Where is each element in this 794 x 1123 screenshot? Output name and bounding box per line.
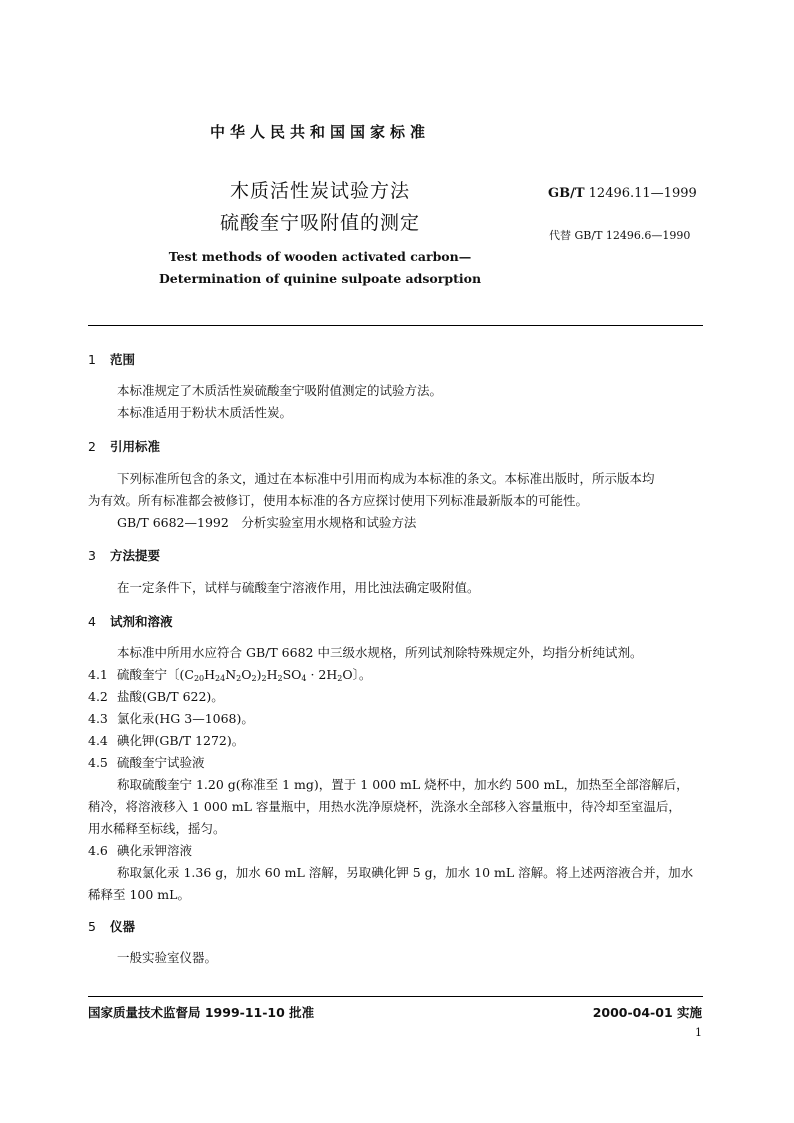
item-4-6 [88,841,192,859]
item-text: 硫酸奎宁试验液 [117,755,205,770]
section-3-heading [88,546,160,564]
formula-subscript: 2 [261,674,267,683]
item-text: 碘化钾(GB/T 1272)。 [117,733,245,748]
section-4-heading [88,612,173,630]
formula-part: ) [256,667,262,682]
formula-subscript: 4 [301,674,307,683]
item-4-5-paragraph-line-1: 称取硫酸奎宁 1.20 g(称准至 1 mg)，置于 1 000 mL 烧杯中，加水约 500 mL，加热至全部溶解后， [117,777,689,792]
formula-part: O [241,667,252,682]
section-2-paragraph-line-2: 为有效。所有标准都会被修订，使用本标准的各方应探讨使用下列标准最新版本的可能性。 [88,493,589,508]
formula-subscript: 2 [251,674,257,683]
item-number: 4.1 [88,667,108,682]
formula-subscript: 24 [215,674,226,683]
item-4-3 [88,709,254,727]
section-title: 方法提要 [110,548,161,563]
english-title-line1: Test methods of wooden activated carbon— [168,249,472,264]
formula-part: O〕。 [342,667,372,682]
standard-number-value: 12496.11—1999 [584,186,697,201]
item-number: 4.3 [88,711,108,726]
section-2-paragraph-line-1: 下列标准所包含的条文，通过在本标准中引用而构成为本标准的条文。本标准出版时，所示版本均 [117,471,655,486]
implementation-date: 2000-04-01 实施 [592,1005,702,1020]
national-standard-heading: 中华人民共和国国家标准 [209,123,430,141]
section-4-paragraph-1: 本标准中所用水应符合 GB/T 6682 中三级水规格，所列试剂除特殊规定外，均指分析纯试剂。 [117,645,643,660]
document-title-line1: 木质活性炭试验方法 [229,180,410,202]
section-1-paragraph-1: 本标准规定了木质活性炭硫酸奎宁吸附值测定的试验方法。 [117,383,443,398]
english-title-line2: Determination of quinine sulpoate adsorption [158,271,482,286]
section-number: 4 [88,614,96,629]
section-title: 试剂和溶液 [110,614,173,629]
section-number: 2 [88,439,96,454]
section-5-paragraph-1: 一般实验室仪器。 [117,950,218,965]
section-number: 5 [88,919,96,934]
section-title: 仪器 [110,919,136,934]
formula-subscript: 2 [236,674,242,683]
formula-part: SO [282,667,302,682]
item-4-5-paragraph-line-2: 稍冷，将溶液移入 1 000 mL 容量瓶中，用热水洗净原烧杯，洗涤水全部移入容量瓶中，待冷却至室温后， [88,799,681,814]
item-4-6-paragraph-line-2: 稀释至 100 mL。 [88,887,190,902]
approval-date: 国家质量技术监督局 1999-11-10 批准 [88,1005,315,1020]
standard-number [548,186,697,201]
item-4-5-paragraph-line-3: 用水稀释至标线，摇匀。 [88,821,226,836]
page-number: 1 [695,1026,702,1039]
formula-part: H [266,667,278,682]
formula-part: 硫酸奎宁〔(C [117,667,194,682]
item-number: 4.5 [88,755,108,770]
section-title: 范围 [110,352,136,367]
section-1-paragraph-2: 本标准适用于粉状木质活性炭。 [117,405,293,420]
item-number: 4.4 [88,733,108,748]
document-title-line2: 硫酸奎宁吸附值的测定 [219,212,420,234]
section-2-heading [88,437,160,455]
item-number: 4.6 [88,843,108,858]
item-number: 4.2 [88,689,108,704]
item-text: 盐酸(GB/T 622)。 [117,689,224,704]
section-2-reference: GB/T 6682—1992 分析实验室用水规格和试验方法 [117,515,417,530]
item-4-1 [88,665,371,683]
item-4-2 [88,687,224,705]
replaces-standard: 代替 GB/T 12496.6—1990 [549,229,691,242]
item-text: 碘化汞钾溶液 [117,843,193,858]
formula-part: · 2H [306,667,338,682]
section-number: 3 [88,548,96,563]
footer-divider [88,996,703,997]
section-1-heading [88,350,135,368]
section-title: 引用标准 [110,439,161,454]
section-5-heading [88,917,135,935]
formula-part: N [225,667,237,682]
item-4-6-paragraph-line-1: 称取氯化汞 1.36 g，加水 60 mL 溶解，另取碘化钾 5 g，加水 10 mL 溶解。将上述两溶液合并，加水 [117,865,694,880]
header-divider [88,325,703,326]
formula-subscript: 2 [277,674,283,683]
section-number: 1 [88,352,96,367]
item-4-4 [88,731,244,749]
formula-subscript: 2 [337,674,343,683]
item-text: 氯化汞(HG 3—1068)。 [117,711,254,726]
formula-subscript: 20 [193,674,205,683]
section-3-paragraph-1: 在一定条件下，试样与硫酸奎宁溶液作用，用比浊法确定吸附值。 [117,580,480,595]
standard-number-prefix: GB/T [548,186,585,201]
formula-part: H [204,667,216,682]
item-4-5 [88,753,205,771]
